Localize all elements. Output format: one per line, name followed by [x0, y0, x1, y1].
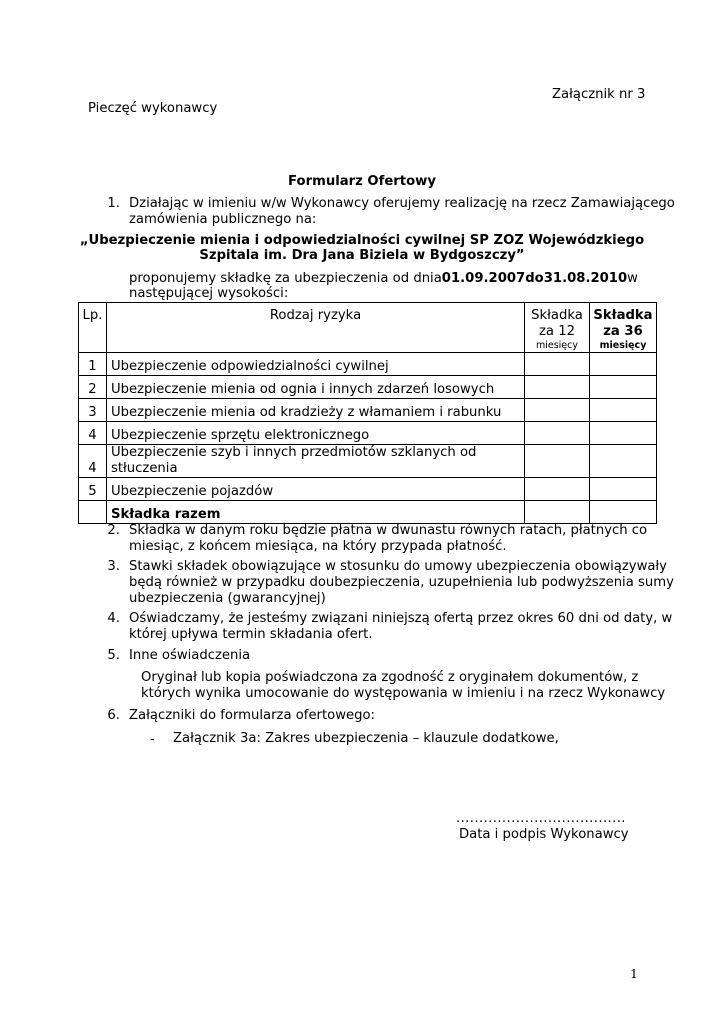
word-to: do	[525, 271, 544, 286]
row-lp: 1	[79, 353, 107, 376]
item-6-attachment: Załącznik 3a: Zakres ubezpieczenia – klauzule dodatkowe,	[173, 731, 559, 746]
total-label: Składka razem	[107, 501, 525, 524]
row-premium-12[interactable]	[525, 422, 590, 445]
premium-period-line-2: następującej wysokości:	[129, 286, 289, 301]
premium-period-line	[129, 271, 638, 287]
table-total-row	[79, 501, 657, 524]
item-1-line-1: Działając w imieniu w/w Wykonawcy oferujemy realizację na rzecz Zamawiającego	[129, 196, 675, 211]
signature-dotted-line: .....................................	[456, 811, 626, 826]
row-premium-12[interactable]	[525, 478, 590, 501]
table-row	[79, 478, 657, 501]
page-number: 1	[630, 966, 638, 981]
table-row	[79, 399, 657, 422]
header-premium-36: Składka za 36 miesięcy	[590, 303, 657, 353]
contractor-stamp-label: Pieczęć wykonawcy	[88, 101, 218, 116]
row-lp: 5	[79, 478, 107, 501]
total-lp	[79, 501, 107, 524]
row-risk: Ubezpieczenie mienia od ognia i innych zdarzeń losowych	[107, 376, 525, 399]
item-5-number: 5.	[107, 648, 120, 663]
signature-label: Data i podpis Wykonawcy	[459, 827, 629, 842]
row-premium-12[interactable]	[525, 445, 590, 478]
row-premium-36[interactable]	[590, 353, 657, 376]
item-5-title: Inne oświadczenia	[129, 648, 251, 663]
item-5-line-1: Oryginał lub kopia poświadczona za zgodność z oryginałem dokumentów, z	[141, 670, 639, 685]
header-premium-12: Składka za 12 miesięcy	[525, 303, 590, 353]
form-title: Formularz Ofertowy	[288, 174, 436, 189]
table-header-row	[79, 303, 657, 353]
attachment-label: Załącznik nr 3	[552, 87, 646, 102]
date-to: 31.08.2010	[543, 271, 628, 286]
contract-subject-line-1: „Ubezpieczenie mienia i odpowiedzialności cywilnej SP ZOZ Wojewódzkiego	[79, 233, 645, 248]
row-risk: Ubezpieczenie mienia od kradzieży z włamaniem i rabunku	[107, 399, 525, 422]
item-4-line-2: której upływa termin składania ofert.	[129, 627, 373, 642]
row-premium-36[interactable]	[590, 376, 657, 399]
item-1-line-2: zamówienia publicznego na:	[129, 212, 317, 227]
item-3-line-2: będą również w przypadku doubezpieczenia, uzupełnienia lub podwyższenia sumy	[129, 575, 674, 590]
premium-period-prefix: proponujemy składkę za ubezpieczenia od dnia	[129, 271, 442, 286]
row-premium-36[interactable]	[590, 445, 657, 478]
contract-subject-line-2: Szpitala im. Dra Jana Biziela w Bydgoszczy”	[199, 248, 525, 263]
item-1-number: 1.	[107, 196, 120, 211]
row-premium-12[interactable]	[525, 376, 590, 399]
row-lp: 3	[79, 399, 107, 422]
row-lp: 4	[79, 422, 107, 445]
premium-period-suffix: w	[627, 271, 638, 286]
row-premium-36[interactable]	[590, 422, 657, 445]
item-6-number: 6.	[107, 708, 120, 723]
row-risk: Ubezpieczenie szyb i innych przedmiotów szklanych od stłuczenia	[107, 445, 525, 478]
item-4-line-1: Oświadczamy, że jesteśmy związani niniejszą ofertą przez okres 60 dni od daty, w	[129, 611, 673, 626]
table-row	[79, 445, 657, 478]
header-lp: Lp.	[79, 303, 107, 353]
header-risk-type: Rodzaj ryzyka	[107, 303, 525, 353]
item-2-number: 2.	[107, 523, 120, 538]
item-3-line-3: ubezpieczenia (gwarancyjnej)	[129, 591, 326, 606]
row-risk: Ubezpieczenie pojazdów	[107, 478, 525, 501]
row-risk: Ubezpieczenie sprzętu elektronicznego	[107, 422, 525, 445]
item-6-title: Załączniki do formularza ofertowego:	[129, 708, 375, 723]
item-3-line-1: Stawki składek obowiązujące w stosunku do umowy ubezpieczenia obowiązywały	[129, 559, 667, 574]
row-premium-36[interactable]	[590, 399, 657, 422]
row-premium-36[interactable]	[590, 478, 657, 501]
risk-premium-table	[78, 302, 657, 524]
item-2-line-1: Składka w danym roku będzie płatna w dwunastu równych ratach, płatnych co	[129, 523, 648, 538]
item-5-line-2: których wynika umocowanie do występowania w imieniu i na rzecz Wykonawcy	[141, 686, 666, 701]
row-lp: 2	[79, 376, 107, 399]
table-row	[79, 353, 657, 376]
item-4-number: 4.	[107, 611, 120, 626]
table-row	[79, 376, 657, 399]
row-premium-12[interactable]	[525, 353, 590, 376]
item-2-line-2: miesiąc, z końcem miesiąca, na który przypada płatność.	[129, 539, 507, 554]
date-from: 01.09.2007	[441, 271, 526, 286]
row-lp: 4	[79, 445, 107, 478]
row-risk: Ubezpieczenie odpowiedzialności cywilnej	[107, 353, 525, 376]
total-premium-36[interactable]	[590, 501, 657, 524]
item-6-bullet: -	[150, 732, 155, 747]
total-premium-12[interactable]	[525, 501, 590, 524]
row-premium-12[interactable]	[525, 399, 590, 422]
table-row	[79, 422, 657, 445]
item-3-number: 3.	[107, 559, 120, 574]
